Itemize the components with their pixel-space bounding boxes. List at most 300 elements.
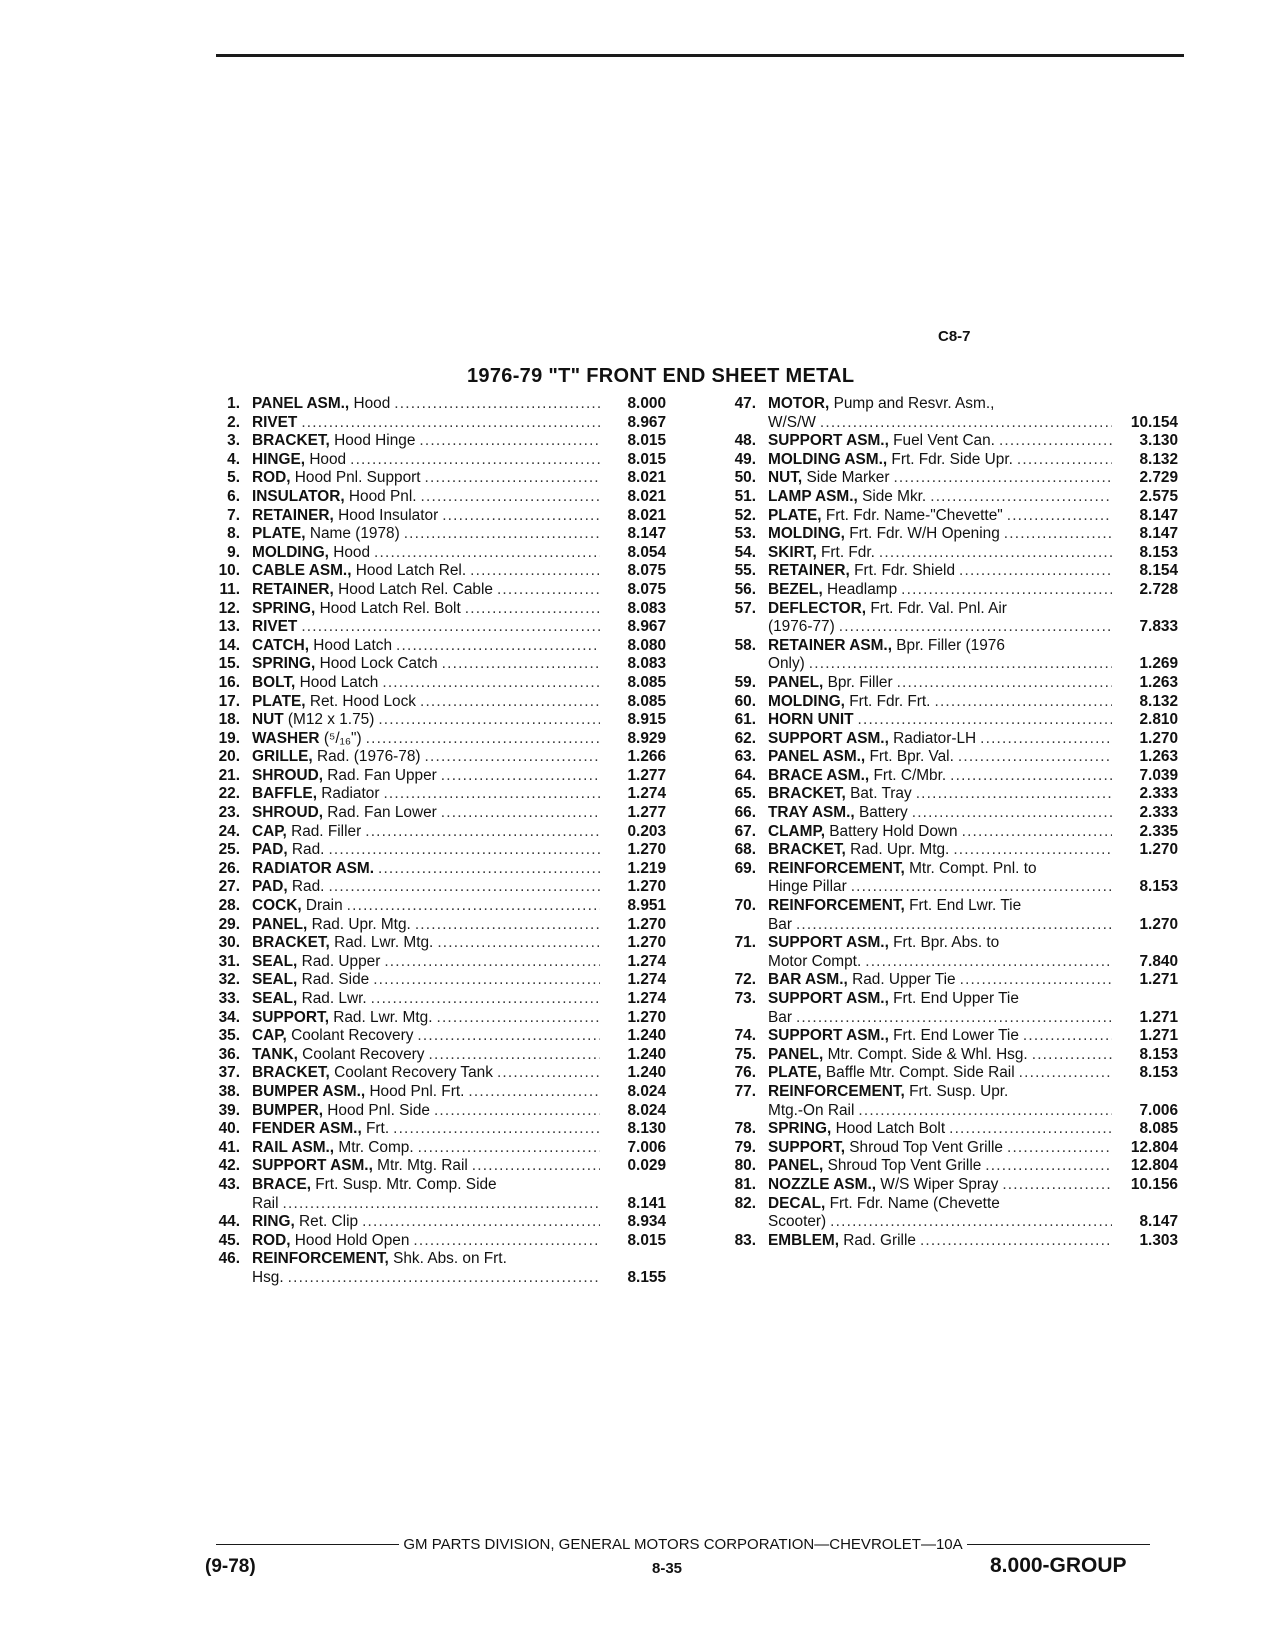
leader-dots [420,693,600,712]
part-item [200,785,666,804]
part-description: Mtr. Compt. Side & Whl. Hsg. [827,1045,1028,1063]
footer-publisher: GM PARTS DIVISION, GENERAL MOTORS CORPORATION—CHEVROLET—10A [403,1536,963,1553]
item-line [252,748,666,767]
item-body [252,1213,666,1232]
item-text [252,1027,413,1046]
item-text [768,451,1013,470]
item-body [252,897,666,916]
item-number: 51. [734,487,756,505]
item-number: 25. [218,841,240,859]
part-description: Mtr. Mtg. Rail [377,1157,468,1175]
group-number: 1.270 [627,878,666,896]
item-text [768,469,889,488]
item-number: 81. [734,1175,756,1193]
item-text [252,1046,425,1065]
part-description: Hood [333,543,371,561]
part-name: BEZEL, [768,580,823,598]
part-name: TRAY ASM., [768,804,855,822]
part-description: Headlamp [827,580,898,598]
item-body [768,674,1178,693]
item-body [768,469,1178,488]
item-line-continued [768,414,1178,433]
group-number: 8.015 [627,432,666,450]
part-item [200,581,666,600]
part-name: GRILLE, [252,748,313,766]
item-text [252,525,400,544]
part-description: Frt. [366,1120,390,1138]
item-body [768,785,1178,804]
leader-dots [916,785,1112,804]
group-number: 1.240 [627,1027,666,1045]
group-number: 2.729 [1139,469,1178,487]
part-name: BAR ASM., [768,971,848,989]
part-item [200,395,666,414]
part-item [200,804,666,823]
item-number: 27. [218,878,240,896]
part-name: MOLDING ASM., [768,450,888,468]
parts-list-right [716,395,1178,1250]
group-number: 1.266 [627,748,666,766]
part-description: Rad. [291,878,325,896]
item-text [768,1027,1019,1046]
part-item [716,581,1178,600]
item-text [768,544,875,563]
group-number: 8.147 [1139,506,1178,524]
group-number: 1.269 [1139,655,1178,673]
item-number: 34. [218,1008,240,1026]
part-description: Frt. Susp. Mtr. Comp. Side [315,1175,497,1193]
part-description: Rad. Fan Upper [327,766,437,784]
item-text [252,1120,389,1139]
leader-dots [425,469,600,488]
item-body [252,432,666,451]
part-name: BRACKET, [252,432,330,450]
item-line [252,1102,666,1121]
item-body [768,1120,1178,1139]
part-item [200,1064,666,1083]
part-item [716,897,1178,934]
item-number: 80. [734,1157,756,1175]
item-line [252,934,666,953]
item-line [768,841,1178,860]
leader-dots [441,804,600,823]
item-body [252,1120,666,1139]
item-text [252,1250,507,1269]
part-description: Hood Latch [313,636,393,654]
item-text [252,488,417,507]
item-text [768,488,926,507]
part-item [200,748,666,767]
part-name: NUT, [768,469,803,487]
part-item [716,1083,1178,1120]
item-text [768,897,1021,916]
leader-dots [1023,1027,1112,1046]
item-text [252,897,343,916]
part-item [716,934,1178,971]
item-line [768,507,1178,526]
item-body [252,525,666,544]
leader-dots [851,878,1112,897]
part-name: PLATE, [768,1064,822,1082]
part-description: Hood Latch [299,673,379,691]
part-description: Battery [858,804,908,822]
leader-dots [437,934,600,953]
part-item [716,767,1178,786]
part-name: NUT [252,711,284,729]
item-text [252,618,297,637]
item-body [252,1250,666,1287]
part-name: PAD, [252,878,288,896]
item-number: 7. [227,506,240,524]
part-name: PLATE, [768,506,822,524]
part-name: SKIRT, [768,543,817,561]
part-name: SUPPORT, [252,1008,329,1026]
item-number: 83. [734,1231,756,1249]
leader-dots [912,804,1112,823]
part-description: Hood Lock Catch [319,655,438,673]
part-name: PLATE, [252,692,306,710]
part-item [716,1157,1178,1176]
footer-page-number: 8-35 [652,1560,683,1577]
item-line-continued [768,1213,1178,1232]
item-line [768,674,1178,693]
item-line [252,1120,666,1139]
part-description: Rad. Side [301,971,370,989]
item-body [252,1232,666,1251]
item-number: 47. [734,395,756,412]
item-text [252,1176,497,1195]
group-number: 1.274 [627,971,666,989]
part-name: PAD, [252,841,288,859]
part-name: SEAL, [252,990,298,1007]
group-number: 8.085 [627,673,666,691]
leader-dots [394,395,600,414]
item-line [768,451,1178,470]
part-description: Hood [309,450,347,468]
leader-dots [366,730,600,749]
part-item [200,1046,666,1065]
part-name: PANEL, [768,673,824,691]
item-body [252,1157,666,1176]
group-number: 1.270 [627,1008,666,1026]
group-number: 8.000 [627,395,666,412]
part-description: Frt. Bpr. Val. [869,748,954,766]
item-line [252,1027,666,1046]
part-name: PANEL, [252,915,308,933]
item-text [768,767,946,786]
leader-dots [301,618,600,637]
item-number: 72. [734,971,756,989]
leader-dots [384,953,600,972]
item-text [252,1102,430,1121]
item-text [768,507,1003,526]
item-body [252,823,666,842]
part-name: BRACKET, [252,934,330,952]
leader-dots [958,748,1112,767]
leader-dots [1017,451,1112,470]
leader-dots [350,451,600,470]
leader-dots [865,953,1112,972]
leader-dots [396,637,600,656]
item-body [252,469,666,488]
part-description-continued: Mtg.-On Rail [768,1101,855,1119]
group-number: 8.929 [627,729,666,747]
leader-dots [472,1157,600,1176]
part-description: Hood Latch Rel. Bolt [319,599,461,617]
item-body [252,990,666,1009]
part-description: Fuel Vent Can. [893,432,995,450]
leader-dots [497,1064,600,1083]
group-number: 1.274 [627,952,666,970]
part-item [200,414,666,433]
part-name: CAP, [252,1027,287,1045]
item-text [252,785,379,804]
group-number: 8.153 [1139,1064,1178,1082]
item-line [768,1046,1178,1065]
part-description: Shroud Top Vent Grille [827,1157,982,1175]
item-line [768,488,1178,507]
item-line [768,469,1178,488]
item-number: 6. [227,487,240,505]
item-text [768,674,893,693]
item-line [768,730,1178,749]
item-number: 24. [218,822,240,840]
item-number: 10. [218,562,240,580]
item-number: 61. [734,711,756,729]
leader-dots [441,767,600,786]
group-number: 10.156 [1130,1175,1178,1193]
item-line-continued [768,916,1178,935]
item-number: 35. [218,1027,240,1045]
item-body [252,637,666,656]
part-description: Radiator [321,785,380,803]
part-description: Frt. C/Mbr. [873,766,947,784]
item-line [252,451,666,470]
group-number: 2.575 [1139,487,1178,505]
part-description: Coolant Recovery [291,1027,414,1045]
leader-dots [1007,1139,1112,1158]
item-text [768,1064,1015,1083]
item-number: 59. [734,673,756,691]
group-number: 2.810 [1139,711,1178,729]
group-number: 1.270 [627,934,666,952]
item-number: 36. [218,1045,240,1063]
part-item [200,711,666,730]
part-item [200,841,666,860]
group-number: 8.021 [627,506,666,524]
item-body [768,711,1178,730]
part-item [716,600,1178,637]
item-body [252,841,666,860]
item-body [252,1176,666,1213]
part-description: Frt. Fdr. Name-"Chevette" [825,506,1003,524]
group-number: 8.021 [627,487,666,505]
item-line [768,693,1178,712]
item-number: 29. [218,915,240,933]
item-line [252,469,666,488]
item-text [768,600,1007,619]
item-number: 31. [218,952,240,970]
item-body [768,1083,1178,1120]
group-number: 8.021 [627,469,666,487]
item-number: 70. [734,897,756,915]
part-description-continued: Scooter) [768,1213,827,1231]
item-line [252,544,666,563]
part-description: Rad. [291,841,325,859]
item-number: 13. [218,618,240,636]
part-item [716,990,1178,1027]
part-item [716,1027,1178,1046]
group-number: 1.277 [627,804,666,822]
item-body [252,600,666,619]
part-name: SHROUD, [252,804,323,822]
group-number: 8.130 [627,1120,666,1138]
item-line [252,823,666,842]
item-body [252,544,666,563]
item-text [768,525,1000,544]
item-line [768,897,1178,916]
top-rule [216,54,1184,57]
item-line [768,1176,1178,1195]
leader-dots [930,488,1112,507]
item-line [768,934,1178,953]
part-description: Hood Latch Bolt [835,1120,946,1138]
part-item [716,488,1178,507]
group-number: 8.080 [627,636,666,654]
leader-dots [1002,1176,1112,1195]
item-text [252,823,361,842]
part-item [716,1120,1178,1139]
item-body [768,748,1178,767]
item-line [252,507,666,526]
part-name: BAFFLE, [252,785,317,803]
item-text [768,1120,945,1139]
part-name: CLAMP, [768,822,826,840]
item-body [768,600,1178,637]
item-number: 76. [734,1064,756,1082]
item-text [252,562,466,581]
item-number: 48. [734,432,756,450]
item-line [768,711,1178,730]
part-item [200,562,666,581]
item-body [768,562,1178,581]
group-number: 0.029 [627,1157,666,1175]
item-number: 37. [218,1064,240,1082]
group-number: 8.154 [1139,562,1178,580]
item-line [768,767,1178,786]
item-text [252,507,438,526]
part-name: NOZZLE ASM., [768,1175,877,1193]
part-name: RAIL ASM., [252,1138,335,1156]
item-body [768,823,1178,842]
part-name: MOTOR, [768,395,830,412]
item-text [768,823,958,842]
part-item [200,1213,666,1232]
group-number: 8.083 [627,655,666,673]
group-number: 1.270 [1139,841,1178,859]
item-body [252,860,666,879]
part-description: Bpr. Filler [827,673,893,691]
group-number: 8.083 [627,599,666,617]
leader-dots [999,432,1112,451]
leader-dots [421,488,600,507]
part-description-continued: Bar [768,915,792,933]
item-text [768,581,897,600]
item-line-continued [768,655,1178,674]
item-text [252,637,392,656]
part-item [200,897,666,916]
item-body [252,878,666,897]
group-number: 7.833 [1139,618,1178,636]
part-item [200,1102,666,1121]
part-description: Baffle Mtr. Compt. Side Rail [825,1064,1015,1082]
part-name: SUPPORT ASM., [768,432,889,450]
part-description: Hood Pnl. Support [294,469,421,487]
item-number: 64. [734,766,756,784]
part-name: RETAINER, [252,580,334,598]
part-name: PANEL ASM., [768,748,866,766]
part-description: Frt. Fdr. Name (Chevette [829,1194,1000,1212]
item-text [768,1232,916,1251]
group-number: 8.085 [1139,1120,1178,1138]
item-line [768,562,1178,581]
item-body [252,1139,666,1158]
part-item [716,860,1178,897]
item-text [252,1213,358,1232]
part-description-continued: Hsg. [252,1268,284,1286]
part-name: CATCH, [252,636,309,654]
part-name: BRACE ASM., [768,766,870,784]
item-line-continued [252,1269,666,1288]
item-number: 8. [227,525,240,543]
item-text [252,600,461,619]
item-line [252,860,666,879]
part-item [200,1139,666,1158]
leader-dots [934,693,1112,712]
group-number: 8.054 [627,543,666,561]
part-name: SPRING, [252,599,316,617]
part-name: SHROUD, [252,766,323,784]
leader-dots [378,711,600,730]
item-line [252,1176,666,1195]
part-name: RING, [252,1213,295,1231]
group-number: 1.271 [1139,1027,1178,1045]
group-number: 8.155 [627,1268,666,1286]
item-number: 68. [734,841,756,859]
item-body [252,562,666,581]
item-number: 21. [218,766,240,784]
item-line [768,990,1178,1009]
item-body [252,1027,666,1046]
item-number: 63. [734,748,756,766]
group-number: 1.263 [1139,748,1178,766]
part-description: Frt. Bpr. Abs. to [893,934,1000,952]
leader-dots [1004,525,1112,544]
part-item [200,953,666,972]
part-description: Rad. Upr. Mtg. [311,915,411,933]
part-item [200,823,666,842]
item-line [768,395,1178,414]
item-text [768,785,912,804]
item-line [252,1232,666,1251]
item-text [768,1083,1008,1102]
item-body [252,953,666,972]
part-item [716,971,1178,990]
item-text [768,693,930,712]
item-body [252,674,666,693]
part-item [200,544,666,563]
item-number: 71. [734,934,756,952]
